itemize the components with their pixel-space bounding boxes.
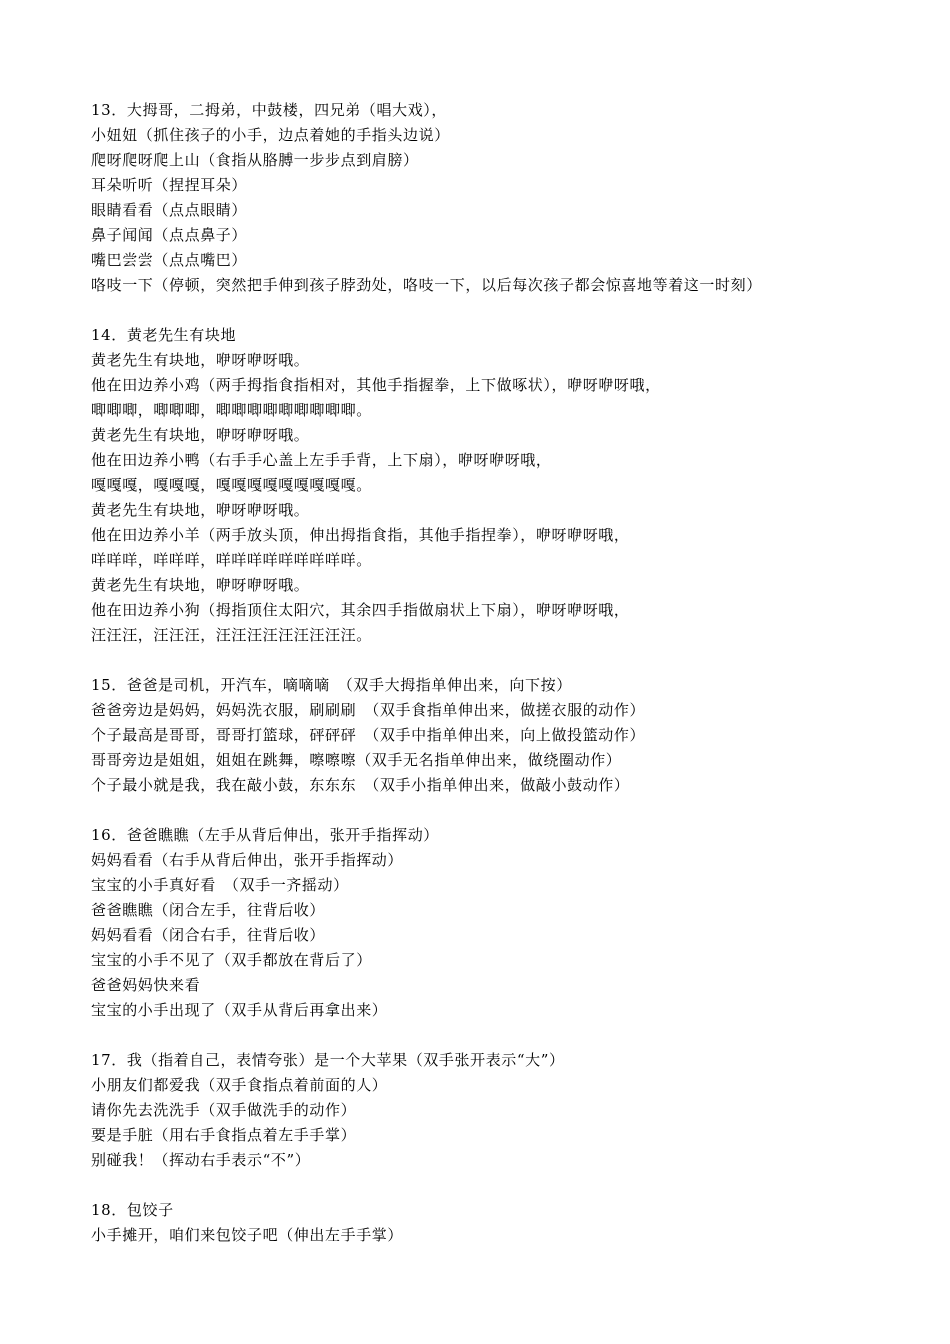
text-line: 16．爸爸瞧瞧（左手从背后伸出，张开手指挥动）	[91, 826, 439, 844]
text-line: 18．包饺子	[91, 1201, 174, 1219]
document-page	[91, 98, 911, 1248]
text-line: 小朋友们都爱我（双手食指点着前面的人）	[91, 1076, 388, 1094]
text-line: 他在田边养小鸡（两手拇指食指相对，其他手指握拳，上下做啄状），咿呀咿呀哦，	[91, 376, 661, 394]
text-line: 黄老先生有块地，咿呀咿呀哦。	[91, 351, 310, 369]
text-line: 请你先去洗洗手（双手做洗手的动作）	[91, 1101, 357, 1119]
text-line: 13．大拇哥，二拇弟，中鼓楼，四兄弟（唱大戏），	[91, 101, 447, 119]
text-line: 15．爸爸是司机，开汽车，嘀嘀嘀 （双手大拇指单伸出来，向下按）	[91, 676, 572, 694]
text-line: 爸爸妈妈快来看	[91, 976, 201, 994]
text-line: 唧唧唧，唧唧唧，唧唧唧唧唧唧唧唧唧。	[91, 401, 372, 419]
text-line: 他在田边养小狗（拇指顶住太阳穴，其余四手指做扇状上下扇），咿呀咿呀哦，	[91, 601, 630, 619]
text-line: 黄老先生有块地，咿呀咿呀哦。	[91, 576, 310, 594]
text-line: 黄老先生有块地，咿呀咿呀哦。	[91, 426, 310, 444]
text-line: 宝宝的小手出现了（双手从背后再拿出来）	[91, 1001, 388, 1019]
text-line: 黄老先生有块地，咿呀咿呀哦。	[91, 501, 310, 519]
rhyme-14	[91, 323, 911, 648]
text-line: 爸爸瞧瞧（闭合左手，往背后收）	[91, 901, 326, 919]
text-line: 鼻子闻闻（点点鼻子）	[91, 226, 248, 244]
text-line: 14．黄老先生有块地	[91, 326, 237, 344]
text-line: 汪汪汪，汪汪汪，汪汪汪汪汪汪汪汪汪。	[91, 626, 372, 644]
text-line: 小手摊开，咱们来包饺子吧（伸出左手手掌）	[91, 1226, 404, 1244]
text-line: 17．我（指着自己，表情夸张）是一个大苹果（双手张开表示“大”）	[91, 1051, 565, 1069]
text-line: 咯吱一下（停顿，突然把手伸到孩子脖劲处，咯吱一下，以后每次孩子都会惊喜地等着这一时刻）	[91, 276, 762, 294]
rhyme-15	[91, 673, 911, 798]
text-line: 爬呀爬呀爬上山（食指从胳膊一步步点到肩膀）	[91, 151, 419, 169]
text-line: 他在田边养小鸭（右手手心盖上左手手背，上下扇），咿呀咿呀哦，	[91, 451, 552, 469]
text-line: 别碰我！（挥动右手表示“不”）	[91, 1151, 311, 1169]
text-line: 个子最高是哥哥，哥哥打篮球，砰砰砰 （双手中指单伸出来，向上做投篮动作）	[91, 726, 646, 744]
text-line: 个子最小就是我，我在敲小鼓，东东东 （双手小指单伸出来，做敲小鼓动作）	[91, 776, 630, 794]
text-line: 嘴巴尝尝（点点嘴巴）	[91, 251, 248, 269]
rhyme-13	[91, 98, 911, 298]
text-line: 眼睛看看（点点眼睛）	[91, 201, 248, 219]
rhyme-17	[91, 1048, 911, 1173]
text-line: 爸爸旁边是妈妈，妈妈洗衣服，刷刷刷 （双手食指单伸出来，做搓衣服的动作）	[91, 701, 646, 719]
text-line: 妈妈看看（闭合右手，往背后收）	[91, 926, 326, 944]
text-line: 嘎嘎嘎，嘎嘎嘎，嘎嘎嘎嘎嘎嘎嘎嘎嘎。	[91, 476, 372, 494]
text-line: 要是手脏（用右手食指点着左手手掌）	[91, 1126, 357, 1144]
text-line: 妈妈看看（右手从背后伸出，张开手指挥动）	[91, 851, 404, 869]
text-line: 耳朵听听（捏捏耳朵）	[91, 176, 248, 194]
rhyme-16	[91, 823, 911, 1023]
text-line: 小妞妞（抓住孩子的小手，边点着她的手指头边说）	[91, 126, 450, 144]
text-line: 宝宝的小手真好看 （双手一齐摇动）	[91, 876, 349, 894]
rhyme-18	[91, 1198, 911, 1248]
text-line: 他在田边养小羊（两手放头顶，伸出拇指食指，其他手指捏拳），咿呀咿呀哦，	[91, 526, 630, 544]
text-line: 哥哥旁边是姐姐，姐姐在跳舞，嚓嚓嚓（双手无名指单伸出来，做绕圈动作）	[91, 751, 622, 769]
text-line: 宝宝的小手不见了（双手都放在背后了）	[91, 951, 372, 969]
text-line: 咩咩咩，咩咩咩，咩咩咩咩咩咩咩咩咩。	[91, 551, 372, 569]
